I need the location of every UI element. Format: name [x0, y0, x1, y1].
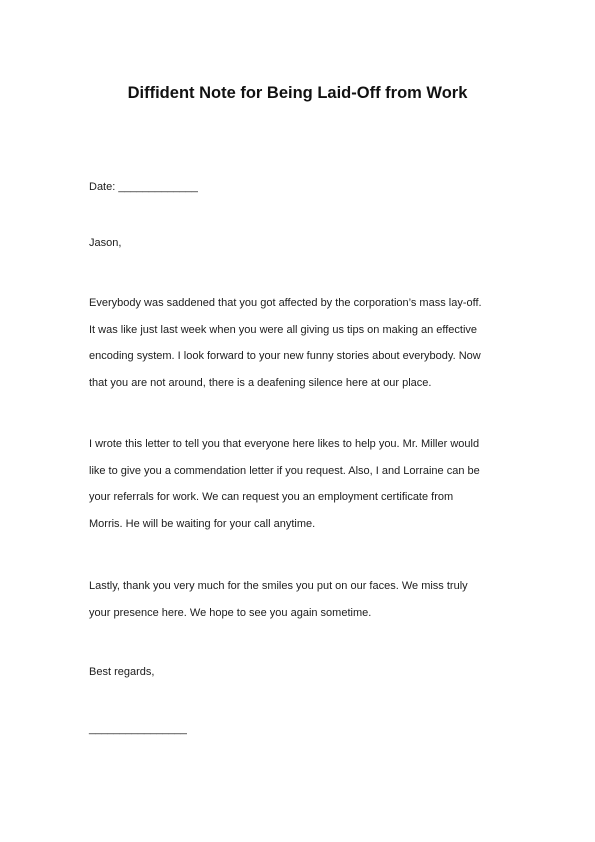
- paragraph-2: [89, 431, 529, 537]
- paragraph-line: Everybody was saddened that you got affected by the corporation’s mass lay-off.: [89, 297, 482, 309]
- signature-line: [89, 716, 529, 743]
- date-line: [89, 174, 529, 201]
- paragraph-line: I wrote this letter to tell you that everyone here likes to help you. Mr. Miller would: [89, 438, 480, 450]
- paragraph-line: Morris. He will be waiting for your call anytime.: [89, 517, 316, 530]
- salutation: [89, 230, 529, 257]
- paragraph-line: like to give you a commendation letter if you request. Also, I and Lorraine can be: [89, 464, 480, 477]
- paragraph-line: encoding system. I look forward to your new funny stories about everybody. Now: [89, 350, 481, 362]
- document-title: Diffident Note for Being Laid-Off from Work: [127, 84, 468, 102]
- salutation-text: Jason,: [89, 237, 122, 249]
- paragraph-line: your referrals for work. We can request you an employment certificate from: [89, 491, 454, 503]
- paragraph-line: your presence here. We hope to see you again sometime.: [89, 606, 372, 619]
- paragraph-line: Lastly, thank you very much for the smiles you put on our faces. We miss truly: [89, 580, 468, 592]
- paragraph-1: [89, 290, 529, 396]
- closing: [89, 659, 529, 686]
- paragraph-line: It was like just last week when you were all giving us tips on making an effective: [89, 323, 478, 336]
- date-text: Date: _____________: [89, 181, 198, 193]
- paragraph-3: [89, 573, 529, 626]
- signature-blank: ________________: [89, 723, 187, 735]
- closing-text: Best regards,: [89, 666, 155, 678]
- paragraph-line: that you are not around, there is a deafening silence here at our place.: [89, 376, 432, 389]
